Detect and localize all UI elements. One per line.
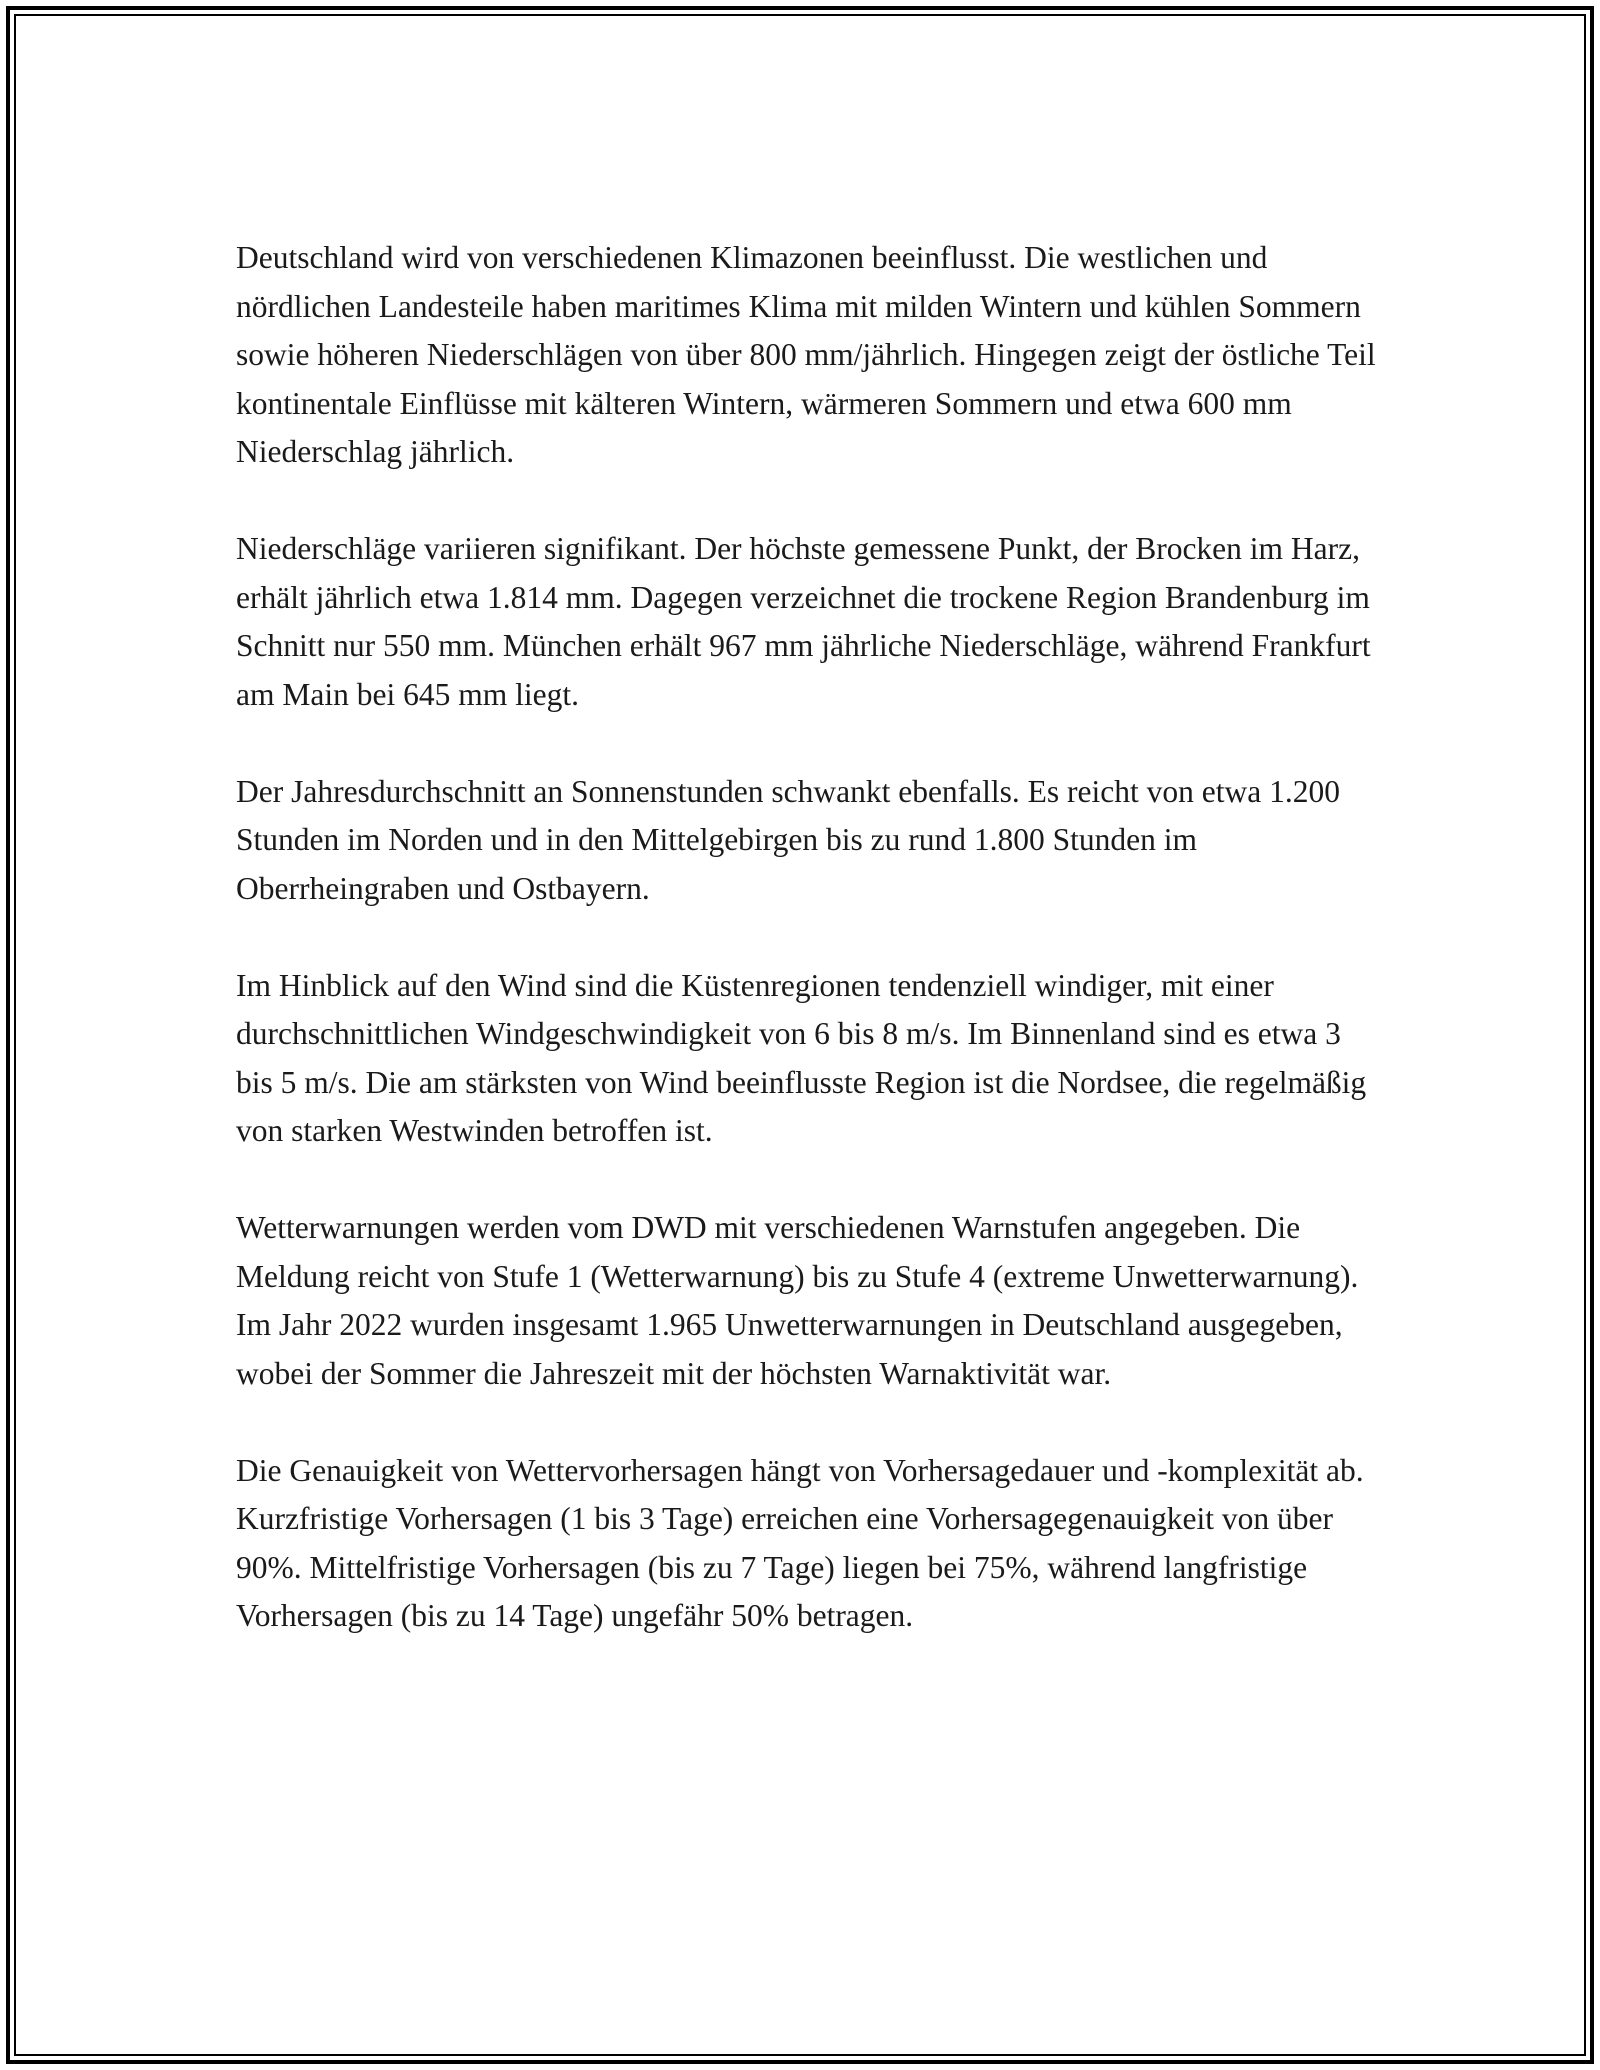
paragraph-climate-zones: Deutschland wird von verschiedenen Klimazonen beeinflusst. Die westlichen und nördlichen Landesteile haben maritimes Klima mit milden Wintern und kühlen Sommern sowie höheren Niederschlägen von über 800 mm/jährlich. Hingegen zeigt der östliche Teil kontinentale Einflüsse mit kälteren Wintern, wärmeren Sommern und etwa 600 mm Niederschlag jährlich.: [236, 240, 1376, 469]
document-body: [236, 234, 1376, 1689]
paragraph-wind: Im Hinblick auf den Wind sind die Küstenregionen tendenziell windiger, mit einer durchschnittlichen Windgeschwindigkeit von 6 bis 8 m/s. Im Binnenland sind es etwa 3 bis 5 m/s. Die am stärksten von Wind beeinflusste Region ist die Nordsee, die regelmäßig von starken Westwinden betroffen ist.: [236, 967, 1367, 1148]
paragraph-weather-warnings: Wetterwarnungen werden vom DWD mit verschiedenen Warnstufen angegeben. Die Meldung reicht von Stufe 1 (Wetterwarnung) bis zu Stufe 4 (extreme Unwetterwarnung). Im Jahr 2022 wurden insgesamt 1.965 Unwetterwarnungen in Deutschland ausgegeben, wobei der Sommer die Jahreszeit mit der höchsten Warnaktivität war.: [236, 1210, 1359, 1391]
paragraph-sunshine-hours: Der Jahresdurchschnitt an Sonnenstunden schwankt ebenfalls. Es reicht von etwa 1.200 Stunden im Norden und in den Mittelgebirgen bis zu rund 1.800 Stunden im Oberrheingraben und Ostbayern.: [236, 773, 1340, 906]
paragraph-precipitation: Niederschläge variieren signifikant. Der höchste gemessene Punkt, der Brocken im Harz, erhält jährlich etwa 1.814 mm. Dagegen verzeichnet die trockene Region Brandenburg im Schnitt nur 550 mm. München erhält 967 mm jährliche Niederschläge, während Frankfurt am Main bei 645 mm liegt.: [236, 531, 1371, 712]
paragraph-forecast-accuracy: Die Genauigkeit von Wettervorhersagen hängt von Vorhersagedauer und -komplexität ab. Kurzfristige Vorhersagen (1 bis 3 Tage) erreichen eine Vorhersagegenauigkeit von über 90%. Mittelfristige Vorhersagen (bis zu 7 Tage) liegen bei 75%, während langfristige Vorhersagen (bis zu 14 Tage) ungefähr 50% betragen.: [236, 1452, 1364, 1633]
